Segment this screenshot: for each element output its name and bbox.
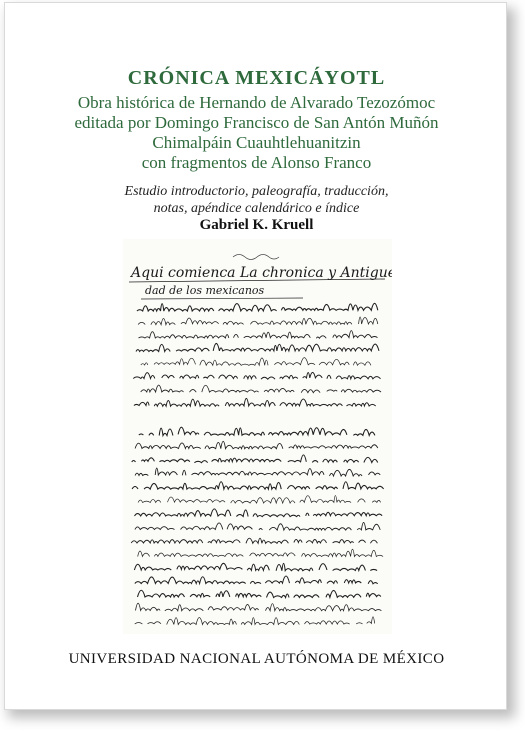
subtitle-line: editada por Domingo Francisco de San Antón Muñón [74, 113, 439, 132]
handwriting-line [136, 603, 382, 611]
study-line: notas, apéndice calendárico e índice [153, 201, 360, 216]
handwriting-line [132, 482, 384, 489]
handwriting-line [141, 358, 377, 366]
handwriting-line [135, 617, 381, 625]
book-title: CRÓNICA MEXICÁYOTL [127, 67, 386, 89]
manuscript-image [123, 239, 392, 634]
handwriting-line [137, 303, 378, 311]
handwriting-line [133, 372, 380, 379]
manuscript-handwriting [123, 239, 392, 634]
subtitle-line: Chimalpáin Cuauhtlehuanitzin [152, 133, 361, 152]
handwriting-line [135, 441, 378, 448]
handwriting-line [135, 468, 380, 476]
study-line: Estudio introductorio, paleografía, traducción, [124, 184, 389, 199]
handwriting-line [134, 398, 376, 406]
handwriting-line [135, 509, 383, 517]
handwriting-line [131, 538, 377, 543]
handwriting-line [138, 495, 381, 503]
handwriting-line [139, 427, 381, 435]
handwriting-line [138, 549, 383, 556]
book-subtitle [5, 93, 508, 173]
handwriting-line [139, 331, 382, 339]
svg-text:dad de los mexicanos: dad de los mexicanos [145, 284, 265, 297]
study-description [5, 183, 508, 217]
handwriting-line [134, 563, 377, 570]
book-cover [4, 2, 507, 710]
handwriting-line [132, 455, 378, 463]
author-name: Gabriel K. Kruell [199, 217, 314, 233]
handwriting-line [138, 317, 378, 325]
svg-text:Aqui comienca La chronica y An: Aqui comienca La chronica y Antigue [131, 265, 392, 281]
subtitle-line: con fragmentos de Alonso Franco [141, 153, 372, 172]
handwriting-line [135, 576, 383, 584]
subtitle-line: Obra histórica de Hernando de Alvarado Tezozómoc [77, 93, 436, 112]
handwriting-line [135, 522, 380, 530]
publisher: UNIVERSIDAD NACIONAL AUTÓNOMA DE MÉXICO [68, 651, 445, 667]
handwriting-line [141, 385, 381, 393]
handwriting-line [136, 343, 379, 351]
handwriting-line [138, 590, 381, 597]
